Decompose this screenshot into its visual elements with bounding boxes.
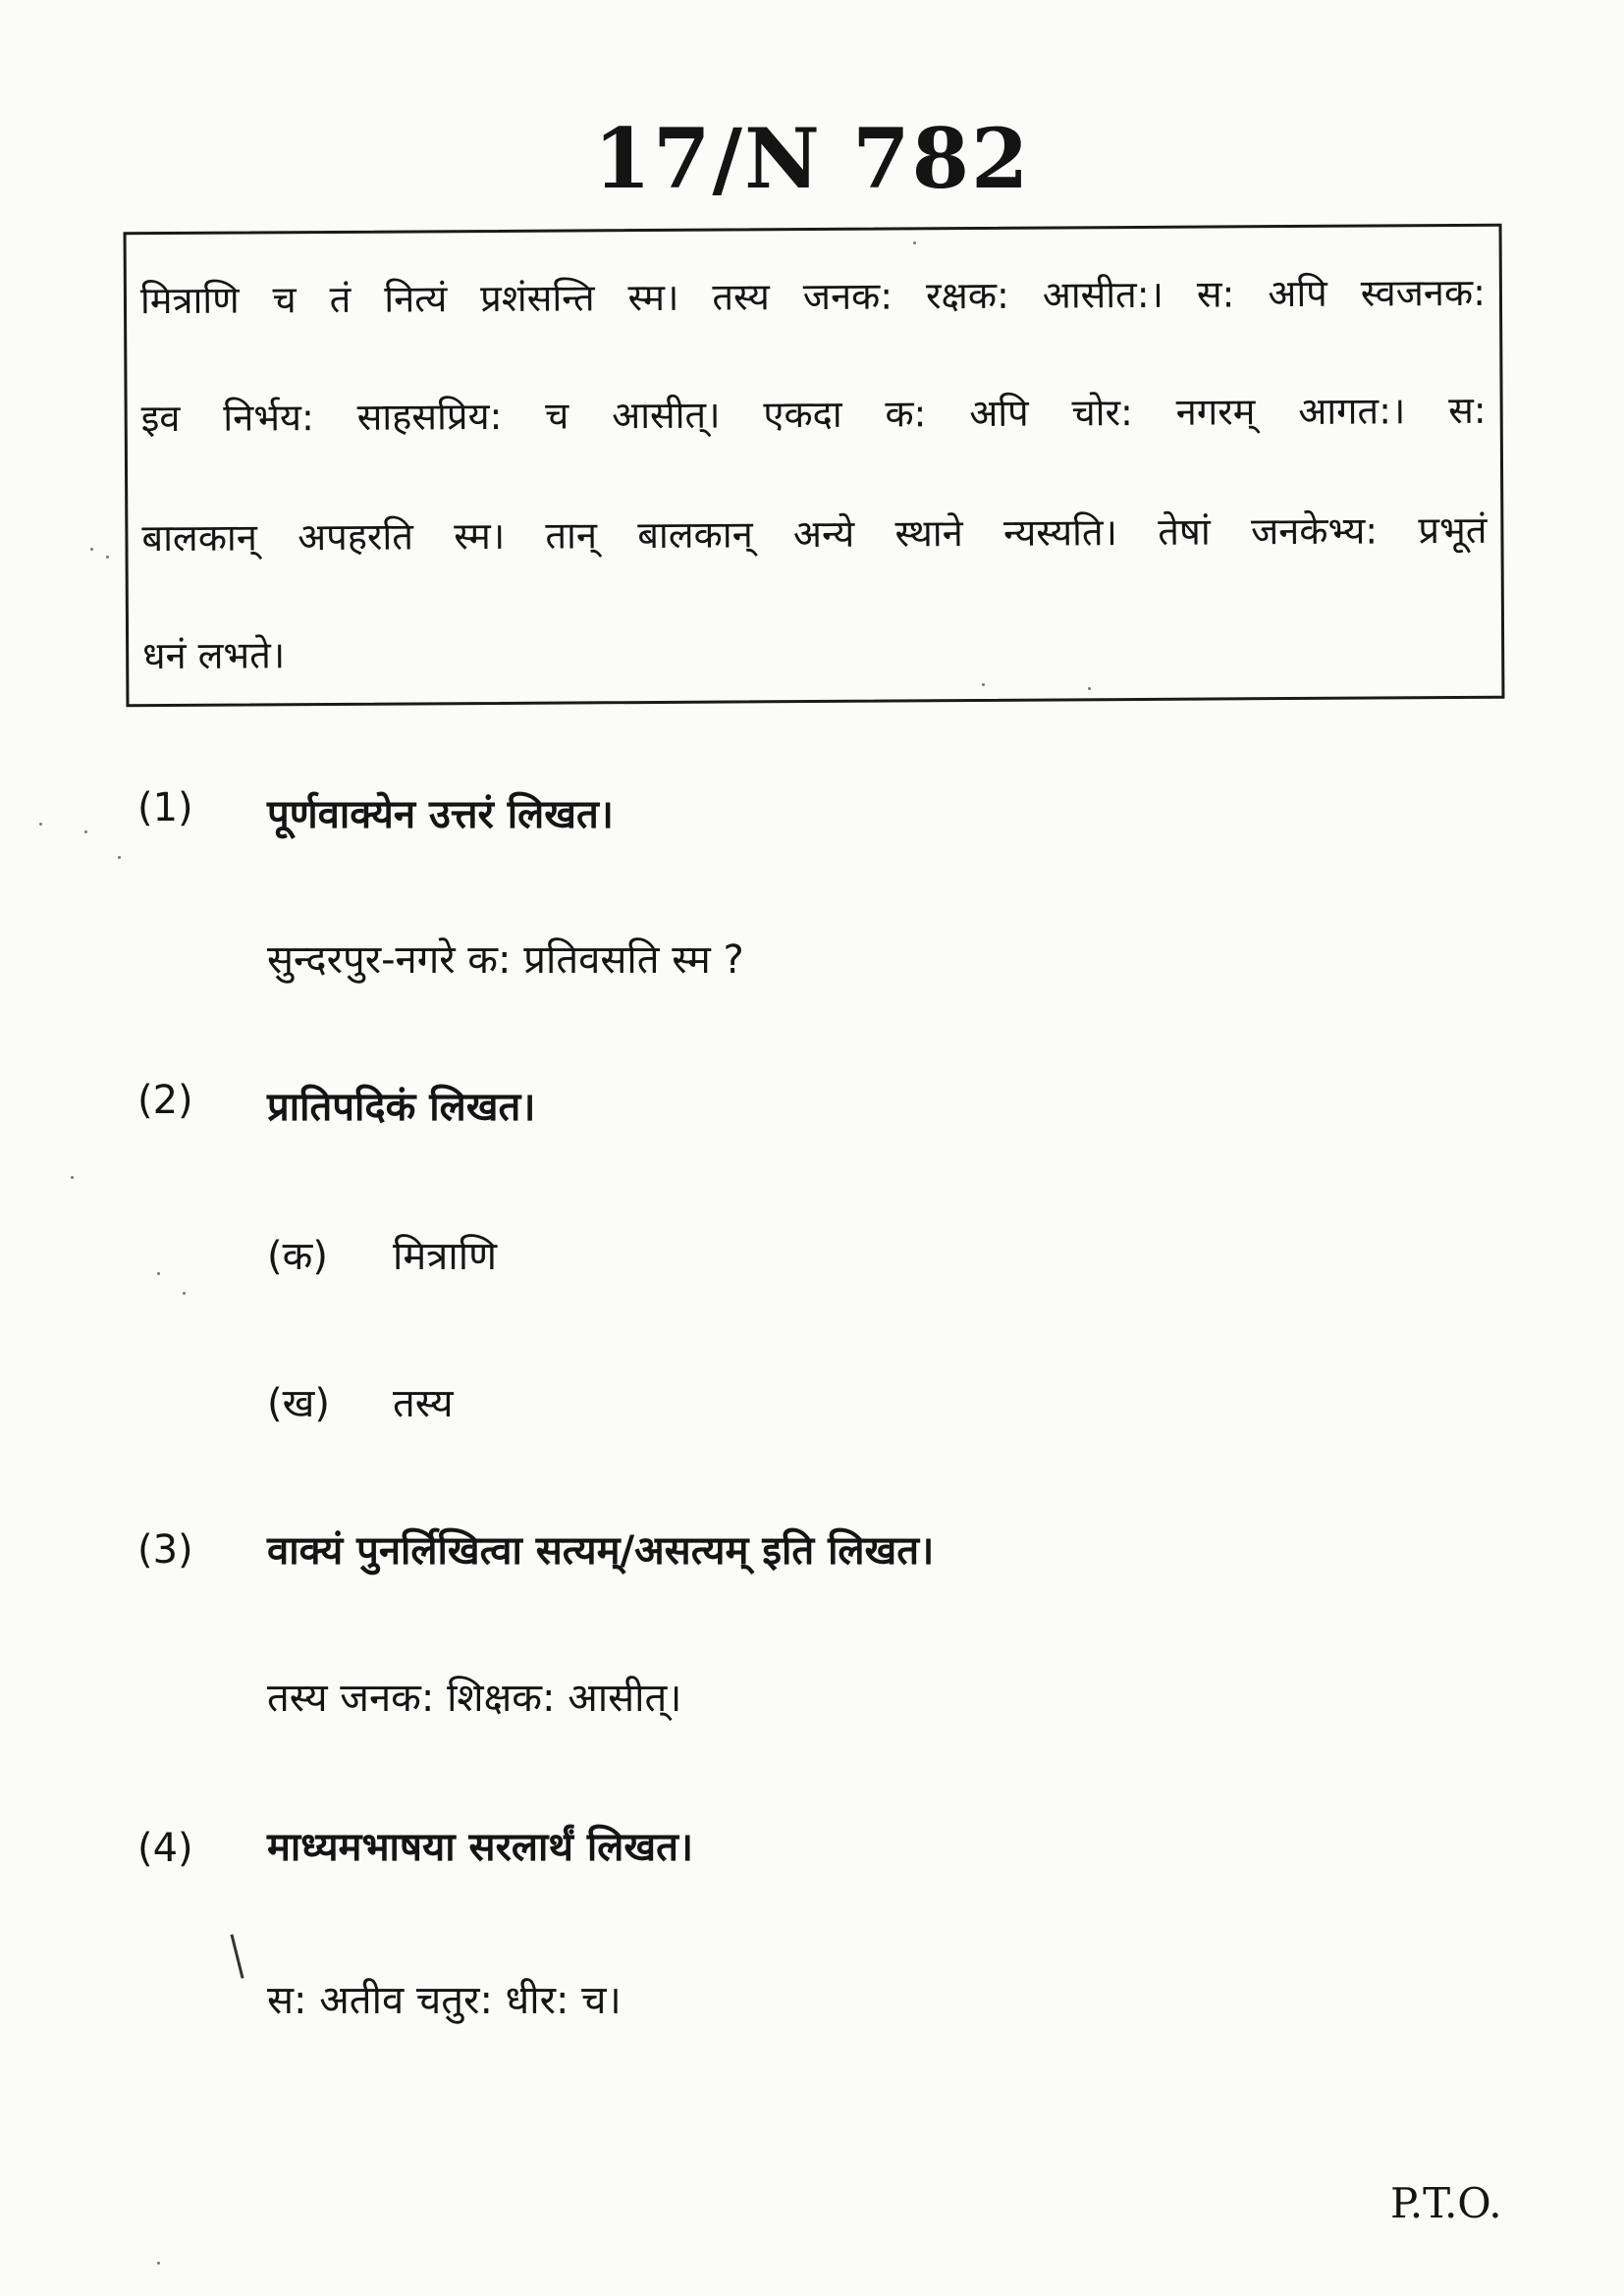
page-code: 17/N 782 <box>593 110 1031 207</box>
sub-item-text: तस्य <box>393 1381 454 1426</box>
scan-speck <box>157 1272 160 1275</box>
scan-speck <box>106 556 109 559</box>
question-number: (4) <box>137 1826 193 1871</box>
question-number: (1) <box>137 785 193 830</box>
question-number: (2) <box>137 1078 193 1123</box>
scan-speck <box>118 856 121 859</box>
question-heading: वाक्यं पुनर्लिखित्वा सत्यम्/असत्यम् इति लिखत। <box>267 1528 935 1574</box>
question-heading: माध्यमभाषया सरलार्थं लिखत। <box>267 1825 694 1870</box>
passage-line: मित्राणि च तं नित्यं प्रशंसन्ति स्म। तस्य जनक: रक्षक: आसीत:। स: अपि स्वजनक: <box>139 270 1487 323</box>
passage-line: धनं लभते। <box>142 633 286 678</box>
pto-label: P.T.O. <box>1390 2179 1502 2227</box>
scan-speck <box>183 1292 186 1295</box>
scan-speck <box>982 683 985 686</box>
scan-speck <box>71 1176 74 1179</box>
scan-speck <box>913 241 916 244</box>
question-heading: पूर्णवाक्येन उत्तरं लिखत। <box>267 792 614 837</box>
question-text: स: अतीव चतुर: धीर: च। <box>267 1978 622 2023</box>
scan-speck <box>84 830 87 833</box>
question-text: तस्य जनक: शिक्षक: आसीत्। <box>267 1676 682 1721</box>
scan-speck <box>90 548 93 551</box>
question-text: सुन्दरपुर-नगरे क: प्रतिवसति स्म ? <box>267 937 744 983</box>
scan-speck <box>1088 687 1091 690</box>
question-number: (3) <box>137 1527 193 1573</box>
pen-mark <box>230 1934 244 1978</box>
passage-line: इव निर्भय: साहसप्रिय: च आसीत्। एकदा क: अपि चोर: नगरम् आगत:। स: <box>140 388 1487 441</box>
scan-speck <box>39 823 42 826</box>
question-heading: प्रातिपदिकं लिखत। <box>267 1085 536 1130</box>
passage-box <box>124 224 1505 708</box>
sub-item-text: मित्राणि <box>393 1234 497 1279</box>
sub-item-label: (क) <box>267 1234 328 1279</box>
sub-item-label: (ख) <box>267 1381 330 1426</box>
passage-line: बालकान् अपहरति स्म। तान् बालकान् अन्ये स्थाने न्यस्यति। तेषां जनकेभ्य: प्रभूतं <box>141 507 1488 561</box>
scan-speck <box>157 2262 160 2265</box>
